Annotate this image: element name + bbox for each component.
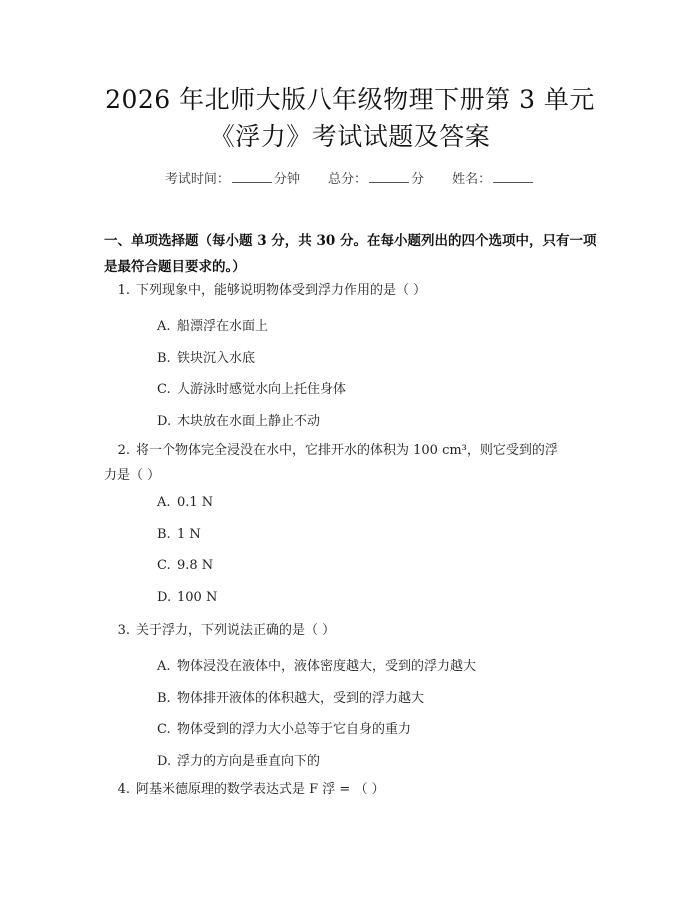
question-number: 2. (117, 443, 130, 458)
question-number: 1. (117, 283, 130, 298)
time-unit: 分钟 (273, 172, 300, 187)
question-text: 关于浮力，下列说法正确的是（ ） (136, 623, 336, 638)
question-number: 3. (117, 623, 130, 638)
option-text: 100 N (177, 590, 218, 605)
option-text: 0.1 N (177, 495, 214, 510)
option-2d (157, 590, 217, 605)
option-1d (157, 410, 320, 429)
question-text-line1: 将一个物体完全浸没在水中，它排开水的体积为 100 cm³，则它受到的浮 (136, 443, 558, 458)
question-2 (104, 438, 604, 488)
score-blank (369, 172, 409, 183)
time-blank (232, 172, 272, 183)
option-text: 物体浸没在液体中，液体密度越大，受到的浮力越大 (177, 659, 477, 674)
option-text: 人游泳时感觉水向上托住身体 (177, 382, 347, 397)
option-2a (157, 495, 213, 510)
option-letter: B. (157, 351, 171, 366)
option-text: 船漂浮在水面上 (177, 319, 269, 334)
option-letter: D. (157, 414, 172, 429)
option-text: 物体受到的浮力大小总等于它自身的重力 (177, 722, 412, 737)
option-letter: B. (157, 527, 171, 542)
name-blank (493, 172, 533, 183)
option-letter: C. (157, 722, 171, 737)
exam-meta (0, 168, 700, 187)
student-name (452, 168, 535, 187)
time-label: 考试时间： (164, 172, 230, 187)
option-3a (157, 655, 476, 674)
question-3 (104, 618, 604, 643)
page-title-line1: 2026 年北师大版八年级物理下册第 3 单元 (105, 85, 595, 114)
option-letter: A. (157, 495, 171, 510)
option-text: 铁块沉入水底 (177, 351, 256, 366)
option-letter: C. (157, 558, 171, 573)
section-heading (104, 228, 604, 280)
score-label: 总分： (327, 172, 367, 187)
page-title-line2: 《浮力》考试试题及答案 (209, 122, 491, 151)
name-label: 姓名： (452, 172, 492, 187)
option-text: 木块放在水面上静止不动 (177, 414, 321, 429)
option-3b (157, 687, 424, 706)
question-text-line2: 力是（ ） (104, 468, 161, 483)
score-unit: 分 (411, 172, 425, 187)
question-number: 4. (117, 782, 130, 797)
total-score (328, 168, 424, 187)
option-letter: C. (157, 382, 171, 397)
option-text: 1 N (177, 527, 201, 542)
option-1c (157, 378, 346, 397)
option-text: 浮力的方向是垂直向下的 (177, 754, 321, 769)
option-text: 9.8 N (177, 558, 214, 573)
option-1a (157, 315, 268, 334)
option-letter: D. (157, 590, 172, 605)
option-text: 物体排开液体的体积越大，受到的浮力越大 (177, 691, 425, 706)
question-1 (104, 278, 604, 303)
section-heading-line1: 一、单项选择题（每小题 3 分，共 30 分。在每小题列出的四个选项中，只有一项 (104, 233, 597, 249)
option-3c (157, 718, 411, 737)
option-2c (157, 558, 213, 573)
option-3d (157, 750, 320, 769)
question-text: 下列现象中，能够说明物体受到浮力作用的是（ ） (136, 283, 427, 298)
exam-time (165, 168, 300, 187)
option-1b (157, 347, 255, 366)
section-heading-line2: 是最符合题目要求的。） (104, 259, 246, 275)
option-letter: A. (157, 319, 171, 334)
option-letter: D. (157, 754, 172, 769)
question-text: 阿基米德原理的数学表达式是 F 浮 = （ ） (136, 782, 385, 797)
option-2b (157, 527, 201, 542)
question-4 (104, 777, 604, 802)
option-letter: A. (157, 659, 171, 674)
option-letter: B. (157, 691, 171, 706)
